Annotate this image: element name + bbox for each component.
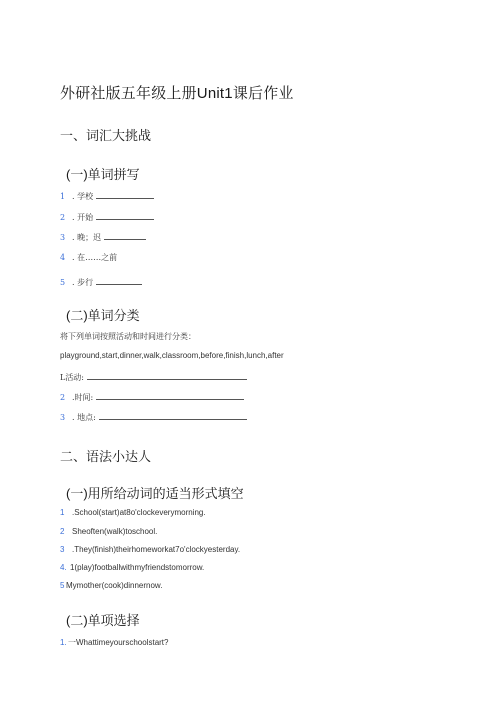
- answer-blank[interactable]: [96, 276, 142, 285]
- list-item: [60, 545, 240, 554]
- part-3-heading: (一)用所给动词的适当形式填空: [66, 486, 244, 501]
- item-number: 1: [60, 508, 65, 517]
- item-number: 1.: [60, 638, 67, 647]
- item-number: 3: [60, 233, 66, 242]
- item-number: 2: [60, 527, 65, 536]
- answer-blank[interactable]: [96, 211, 154, 220]
- list-item: [60, 563, 204, 572]
- item-text: . 地点:: [72, 413, 96, 422]
- item-number: 3: [60, 545, 65, 554]
- item-text: .School(start)at8o'clockeverymorning.: [72, 508, 206, 517]
- list-item: [60, 411, 247, 423]
- item-number: 3: [60, 413, 66, 422]
- item-number: 4: [60, 253, 66, 262]
- list-item: [60, 527, 157, 536]
- item-number: 2: [60, 393, 66, 402]
- list-item: [60, 190, 154, 202]
- list-item: [60, 391, 244, 403]
- item-text: Mymother(cook)dinnernow.: [66, 581, 163, 590]
- answer-blank[interactable]: [96, 190, 154, 199]
- item-text: . 在……之前: [72, 253, 118, 262]
- section-2-heading: 二、语法小达人: [60, 449, 152, 464]
- item-number: 1: [60, 192, 66, 201]
- page-title: 外研社版五年级上册Unit1课后作业: [60, 85, 294, 102]
- item-text: L活动:: [60, 373, 85, 382]
- list-item: [60, 371, 247, 383]
- word-list: playground,start,dinner,walk,classroom,before,finish,lunch,after: [60, 351, 284, 360]
- part-4-heading: (二)单项选择: [66, 613, 140, 628]
- item-text: Sheoften(walk)toschool.: [72, 527, 158, 536]
- instruction: 将下列单词按照活动和时间进行分类：: [60, 332, 196, 341]
- item-number: 4.: [60, 563, 67, 572]
- list-item: [60, 581, 162, 590]
- list-item: [60, 276, 142, 288]
- item-number: 5: [60, 581, 65, 590]
- list-item: [60, 231, 146, 243]
- answer-blank[interactable]: [99, 411, 247, 420]
- part-1-heading: (一)单词拼写: [66, 167, 140, 182]
- item-text: .They(finish)theirhomeworkat7o'clockyesterday.: [72, 545, 241, 554]
- list-item: [60, 508, 206, 517]
- answer-blank[interactable]: [96, 391, 244, 400]
- item-text: . 步行: [72, 278, 94, 287]
- answer-blank[interactable]: [104, 231, 146, 240]
- list-item: [60, 637, 168, 648]
- item-number: 5: [60, 278, 66, 287]
- list-item: [60, 252, 117, 263]
- item-number: 2: [60, 213, 66, 222]
- item-text: .时间:: [72, 393, 94, 402]
- item-text: 一Whattimeyourschoolstart?: [68, 638, 169, 647]
- item-text: . 学校: [72, 192, 94, 201]
- item-text: 1(play)footballwithmyfriendstomorrow.: [70, 563, 205, 572]
- section-1-heading: 一、词汇大挑战: [60, 128, 152, 143]
- item-text: . 晚；迟: [72, 233, 102, 242]
- answer-blank[interactable]: [87, 371, 247, 380]
- item-text: . 开始: [72, 213, 94, 222]
- list-item: [60, 211, 154, 223]
- part-2-heading: (二)单词分类: [66, 308, 140, 323]
